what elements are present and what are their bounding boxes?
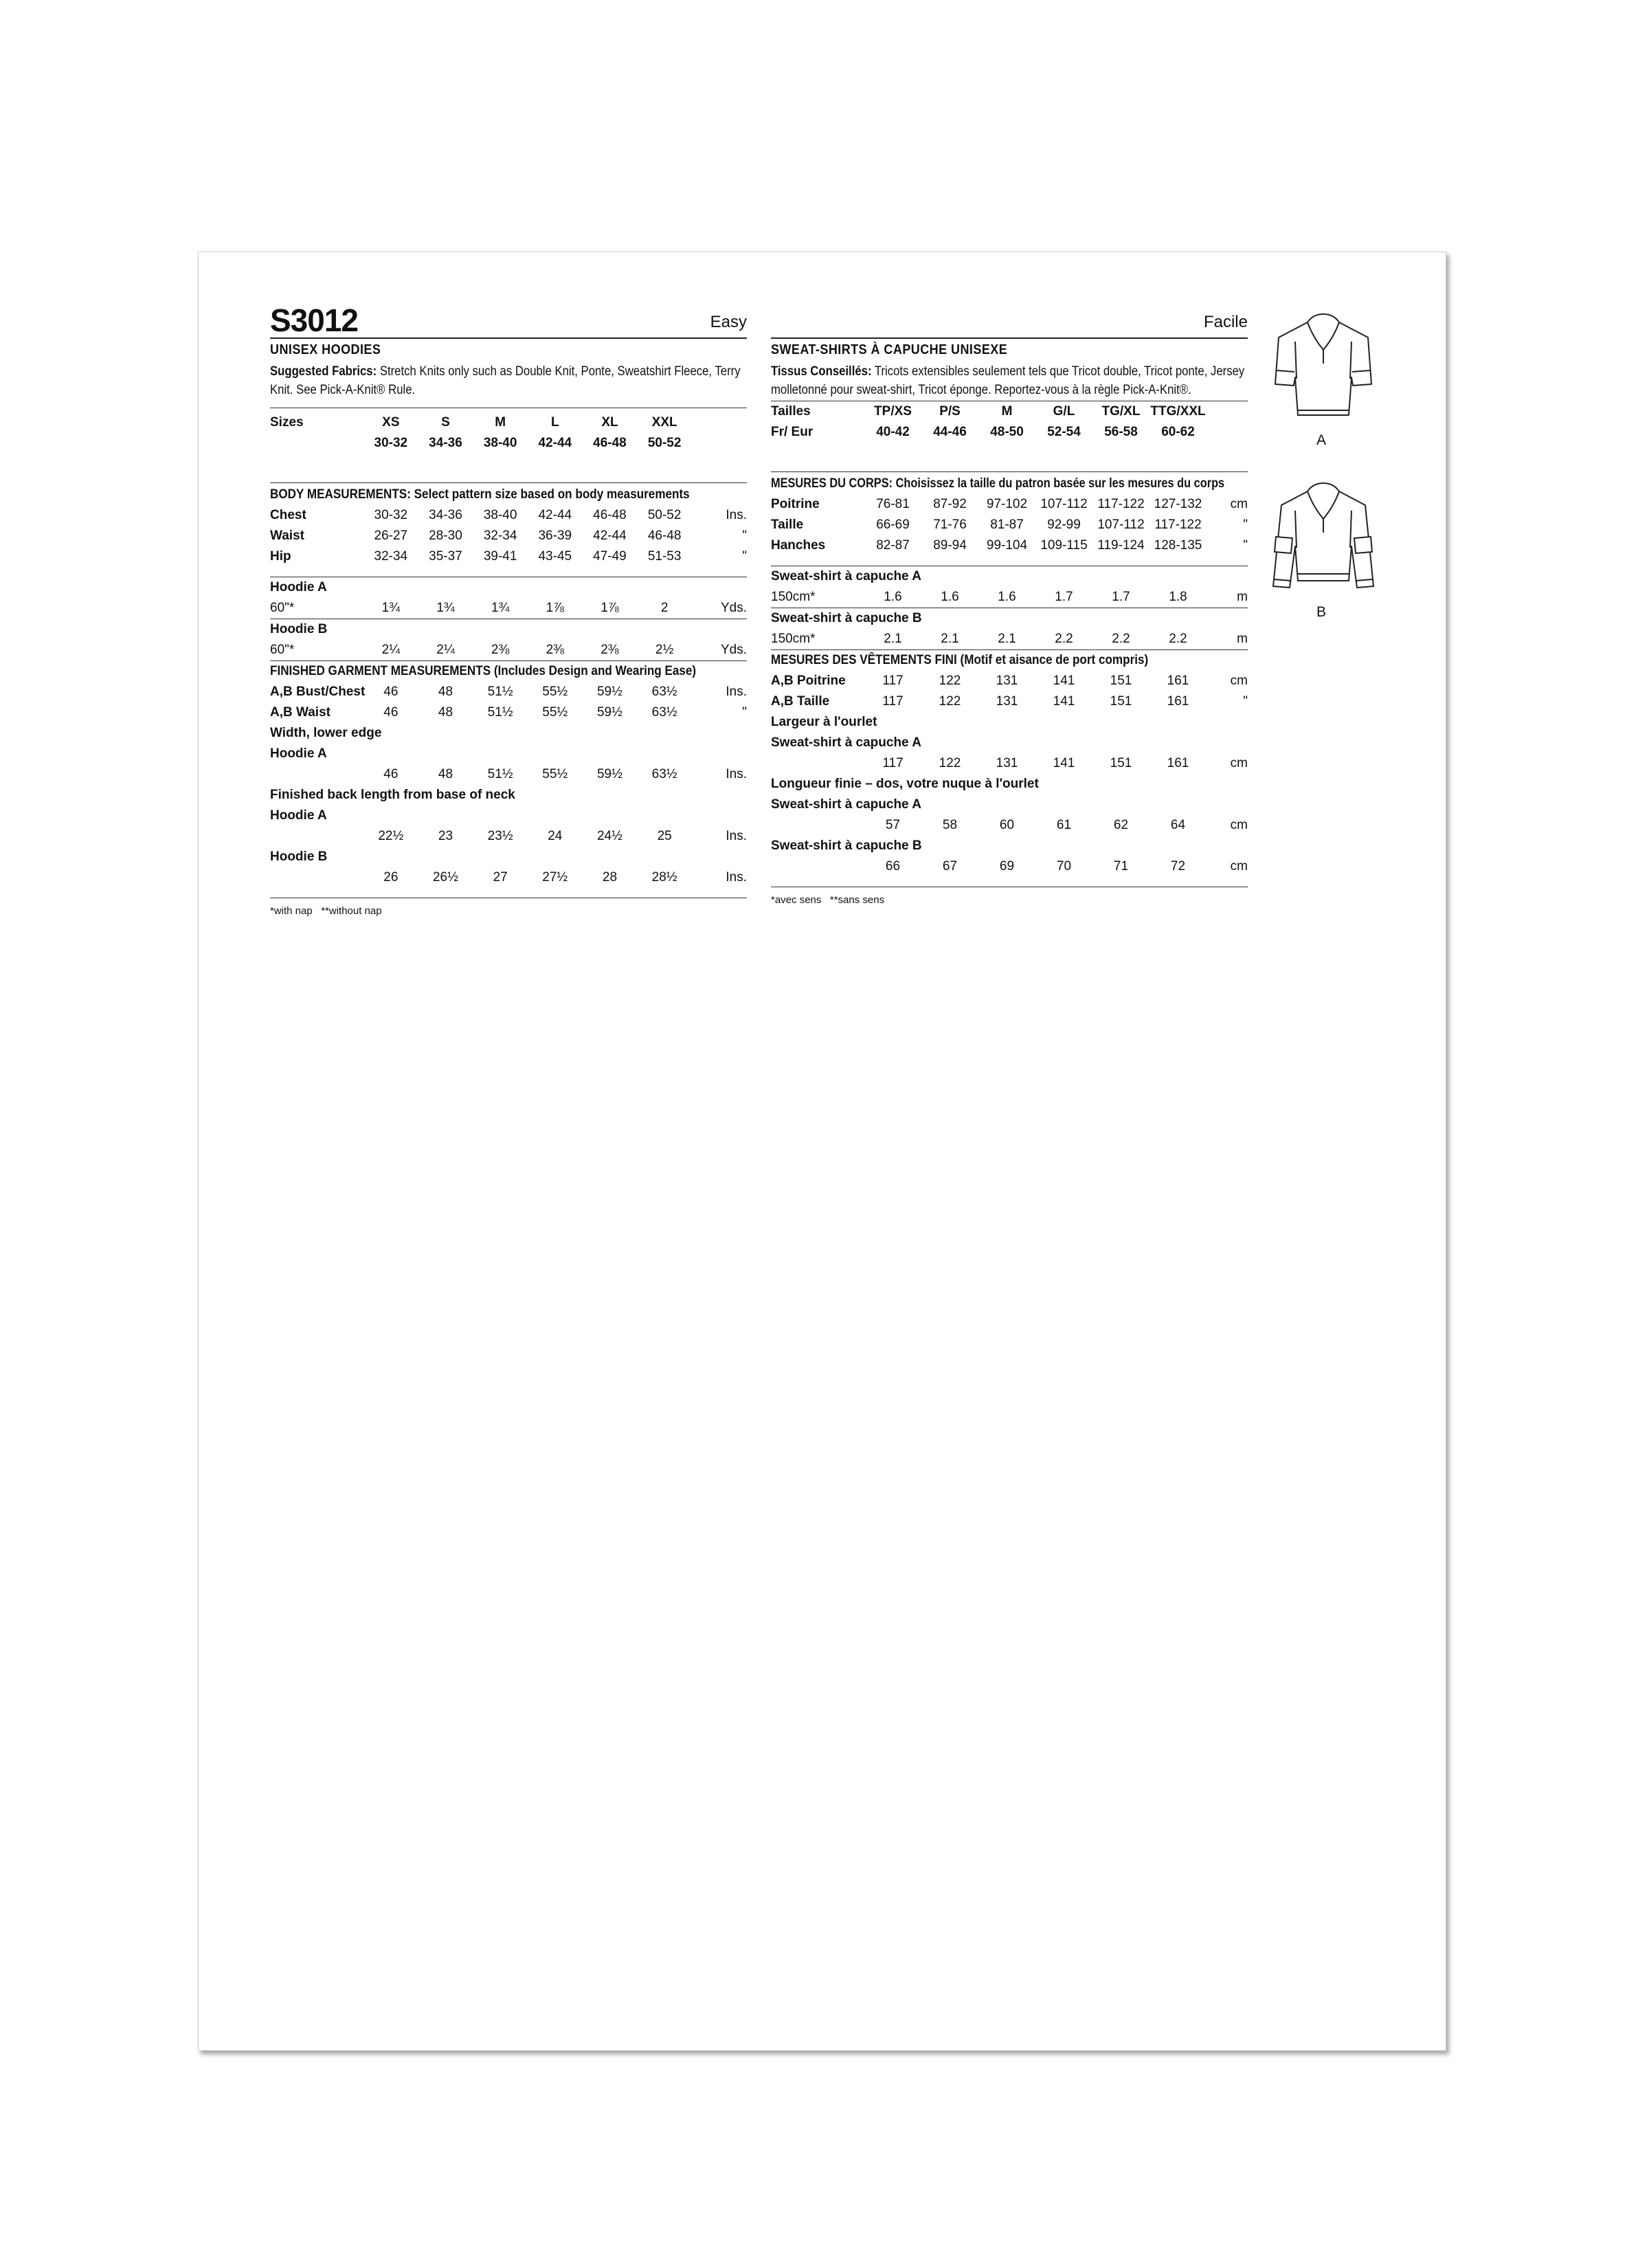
- cell: 46: [383, 767, 399, 781]
- cell: 51½: [487, 685, 513, 699]
- size-m: M: [495, 415, 506, 430]
- cell: 59½: [596, 705, 622, 720]
- unit: ": [1243, 538, 1248, 553]
- row-label: A,B Bust/Chest: [270, 685, 366, 699]
- size-range: 40-42: [876, 425, 910, 439]
- fabric-width: 150cm*: [771, 590, 816, 604]
- cell: 1.6: [998, 590, 1016, 604]
- cell: 107-112: [1097, 518, 1145, 532]
- finished-measurements-table: [771, 671, 1248, 877]
- cell: 46-48: [593, 508, 627, 522]
- cell: 89-94: [933, 538, 967, 553]
- body-row-chest: [270, 505, 747, 526]
- cell: 32-34: [374, 549, 408, 564]
- long-a-row: [771, 815, 1248, 836]
- footnote: *avec sens **sans sens: [771, 894, 885, 906]
- body-row-hip: [270, 546, 747, 567]
- back-b-label: Hoodie B: [270, 849, 328, 864]
- cell: 1¾: [436, 601, 455, 615]
- cell: 26: [383, 870, 399, 885]
- fabric-width: 60"*: [270, 643, 295, 657]
- size-ranges-row: [270, 433, 747, 454]
- cell: 46: [383, 705, 399, 720]
- cell: 30-32: [374, 508, 408, 522]
- sizes-label: Tailles: [771, 404, 811, 419]
- unit: Ins.: [726, 767, 747, 781]
- waist-row: [270, 702, 747, 723]
- body-row-waist: [270, 526, 747, 546]
- cell: 1.6: [884, 590, 902, 604]
- cell: 107-112: [1040, 497, 1088, 511]
- body-measurements-table: [771, 494, 1248, 556]
- cell: 151: [1110, 674, 1132, 688]
- pattern-code: S3012: [270, 302, 359, 338]
- finished-measurements-table: [270, 682, 747, 888]
- row-label: Waist: [270, 529, 304, 543]
- size-xl: XL: [601, 415, 618, 430]
- size-range: 48-50: [990, 425, 1024, 439]
- yardage-table: [270, 577, 747, 619]
- cell: 42-44: [538, 508, 572, 522]
- cell: 22½: [378, 829, 404, 843]
- unit: ": [1243, 518, 1248, 532]
- eur-label: Fr/ Eur: [771, 425, 814, 439]
- size-range: 60-62: [1161, 425, 1195, 439]
- cell: 161: [1167, 674, 1189, 688]
- cell: 35-37: [429, 549, 462, 564]
- unit: cm: [1230, 756, 1248, 770]
- cell: 60: [999, 818, 1015, 832]
- back-a-label: Hoodie A: [270, 808, 327, 823]
- fabric-width: 60"*: [270, 601, 295, 615]
- cell: 117: [882, 694, 904, 709]
- metrage-table-b: [771, 608, 1248, 649]
- pattern-title: SWEAT-SHIRTS À CAPUCHE UNISEXE: [771, 342, 1008, 357]
- fabrics-label: Suggested Fabrics:: [270, 364, 377, 379]
- cell: 70: [1056, 859, 1072, 874]
- long-a-label: Sweat-shirt à capuche A: [771, 797, 921, 812]
- cell: 2.1: [884, 632, 902, 646]
- unit: Yds.: [720, 601, 747, 615]
- pattern-envelope-back: [198, 252, 1446, 2051]
- cell: 109-115: [1040, 538, 1088, 553]
- cell: 24: [548, 829, 563, 843]
- cell: 1.6: [941, 590, 959, 604]
- size-range: 42-44: [538, 436, 572, 450]
- cell: 128-135: [1154, 538, 1202, 553]
- cell: 61: [1056, 818, 1072, 832]
- cell: 1⅞: [601, 601, 619, 615]
- cell: 117-122: [1097, 497, 1145, 511]
- size: TTG/XXL: [1150, 404, 1206, 419]
- finished-measurements-header: FINISHED GARMENT MEASUREMENTS (Includes Design and Wearing Ease): [270, 664, 697, 678]
- cell: 66-69: [876, 518, 910, 532]
- cell: 26½: [432, 870, 458, 885]
- cell: 57: [885, 818, 901, 832]
- suggested-fabrics: [771, 362, 1245, 399]
- back-length-label: Finished back length from base of neck: [270, 788, 515, 802]
- hoodie-a-label: Hoodie A: [270, 580, 327, 594]
- unit: cm: [1230, 859, 1248, 874]
- body-measurements-header: MESURES DU CORPS: Choisissez la taille du patron basée sur les mesures du corps: [771, 476, 1225, 491]
- cell: 97-102: [986, 497, 1028, 511]
- cell: 76-81: [876, 497, 910, 511]
- cell: 46: [383, 685, 399, 699]
- unit: cm: [1230, 674, 1248, 688]
- cell: 2.2: [1112, 632, 1130, 646]
- cell: 48: [438, 685, 453, 699]
- cell: 71: [1113, 859, 1129, 874]
- cell: 51½: [487, 767, 513, 781]
- row-label: Hanches: [771, 538, 826, 553]
- english-column: [270, 304, 747, 917]
- cell: 141: [1053, 756, 1075, 770]
- cell: 55½: [542, 767, 568, 781]
- sweat-b-label: Sweat-shirt à capuche B: [771, 611, 922, 625]
- body-row-hanches: [771, 535, 1248, 556]
- cell: 55½: [542, 685, 568, 699]
- cell: 63½: [651, 767, 677, 781]
- cell: 28: [602, 870, 618, 885]
- cell: 82-87: [876, 538, 910, 553]
- bust-row: [270, 682, 747, 702]
- difficulty-level: Facile: [1203, 313, 1248, 331]
- cell: 27: [493, 870, 508, 885]
- header: [771, 304, 1248, 332]
- taille-row: [771, 691, 1248, 712]
- long-b-row: [771, 856, 1248, 877]
- cell: 48: [438, 705, 453, 720]
- cell: 141: [1053, 694, 1075, 709]
- row-label: A,B Poitrine: [771, 674, 846, 688]
- yardage-table-b: [270, 619, 747, 660]
- cell: 122: [939, 756, 961, 770]
- unit: ": [742, 549, 747, 564]
- sizes-row: [270, 412, 747, 433]
- divider: [771, 337, 1248, 339]
- cell: 66: [885, 859, 901, 874]
- cell: 32-34: [483, 529, 517, 543]
- size-xs: XS: [382, 415, 400, 430]
- width-hoodie-a-label: Hoodie A: [270, 746, 327, 761]
- cell: 99-104: [986, 538, 1028, 553]
- cell: 34-36: [429, 508, 462, 522]
- cell: 81-87: [990, 518, 1024, 532]
- cell: 2: [660, 601, 669, 615]
- cell: 39-41: [483, 549, 517, 564]
- cell: 1⅞: [546, 601, 564, 615]
- cell: 50-52: [647, 508, 682, 522]
- cell: 117: [882, 756, 904, 770]
- cell: 25: [657, 829, 672, 843]
- metrage-table-a: [771, 566, 1248, 608]
- cell: 28½: [651, 870, 677, 885]
- row-label: Chest: [270, 508, 306, 522]
- unit: ": [1243, 694, 1248, 709]
- size-range: 46-48: [593, 436, 627, 450]
- cell: 47-49: [593, 549, 627, 564]
- cell: 27½: [542, 870, 568, 885]
- cell: 161: [1167, 694, 1189, 709]
- body-measurements-header: BODY MEASUREMENTS: Select pattern size based on body measurements: [270, 487, 690, 502]
- long-b-label: Sweat-shirt à capuche B: [771, 838, 922, 853]
- size: M: [1001, 404, 1013, 419]
- cell: 161: [1167, 756, 1189, 770]
- divider: [771, 471, 1248, 472]
- largeur-label: Largeur à l'ourlet: [771, 715, 877, 729]
- cell: 2½: [655, 643, 674, 657]
- cell: 122: [939, 674, 961, 688]
- unit: m: [1237, 590, 1248, 604]
- cell: 2.2: [1169, 632, 1187, 646]
- cell: 48: [438, 767, 453, 781]
- cell: 38-40: [483, 508, 517, 522]
- cell: 151: [1110, 756, 1132, 770]
- cell: 87-92: [933, 497, 967, 511]
- cell: 71-76: [933, 518, 967, 532]
- illustration-label-b: B: [1316, 604, 1327, 620]
- size-xxl: XXL: [651, 415, 677, 430]
- unit: cm: [1230, 818, 1248, 832]
- cell: 72: [1170, 859, 1186, 874]
- row-label: Poitrine: [771, 497, 820, 511]
- hoodie-b-yardage-row: [270, 640, 747, 660]
- row-label: Taille: [771, 518, 804, 532]
- cell: 63½: [651, 685, 677, 699]
- cell: 2⅜: [491, 643, 510, 657]
- cell: 2.2: [1055, 632, 1073, 646]
- hoodie-b-illustration: [1270, 471, 1377, 594]
- cell: 46-48: [647, 529, 682, 543]
- unit: Ins.: [726, 829, 747, 843]
- cell: 64: [1170, 818, 1186, 832]
- cell: 55½: [542, 705, 568, 720]
- cell: 36-39: [538, 529, 572, 543]
- size-range: 52-54: [1047, 425, 1081, 439]
- unit: Ins.: [726, 508, 747, 522]
- sweat-a-label: Sweat-shirt à capuche A: [771, 569, 921, 583]
- body-row-poitrine: [771, 494, 1248, 515]
- cell: 23: [438, 829, 453, 843]
- width-hoodie-a-row: [270, 764, 747, 785]
- row-label: Hip: [270, 549, 291, 564]
- finished-measurements-header: MESURES DES VÊTEMENTS FINI (Motif et aisance de port compris): [771, 653, 1149, 667]
- cell: 1¾: [491, 601, 510, 615]
- unit: cm: [1230, 497, 1248, 511]
- cell: 67: [942, 859, 958, 874]
- cell: 58: [942, 818, 958, 832]
- cell: 92-99: [1047, 518, 1081, 532]
- cell: 119-124: [1097, 538, 1145, 553]
- cell: 23½: [487, 829, 513, 843]
- suggested-fabrics: [270, 362, 744, 399]
- cell: 2⅜: [601, 643, 619, 657]
- eur-row: [771, 422, 1248, 443]
- row-label: A,B Waist: [270, 705, 330, 720]
- cell: 62: [1113, 818, 1129, 832]
- size-l: L: [550, 415, 559, 430]
- header: [270, 302, 747, 338]
- illustration-label-a: A: [1316, 432, 1327, 448]
- cell: 1.7: [1112, 590, 1130, 604]
- cell: 59½: [596, 685, 622, 699]
- cell: 2⅜: [546, 643, 564, 657]
- footnote: *with nap **without nap: [270, 905, 382, 917]
- unit: m: [1237, 632, 1248, 646]
- cell: 122: [939, 694, 961, 709]
- width-lower-label: Width, lower edge: [270, 726, 382, 740]
- cell: 2¼: [381, 643, 401, 657]
- unit: ": [742, 529, 747, 543]
- unit: Ins.: [726, 685, 747, 699]
- fabrics-label: Tissus Conseillés:: [771, 364, 872, 379]
- size-range: 50-52: [647, 436, 682, 450]
- cell: 2¼: [436, 643, 455, 657]
- fabrics-text: Stretch Knits only such as Double Knit, Ponte, Sweatshirt Fleece, Terry Knit. See Pick-A-Knit® Rule.: [270, 364, 741, 397]
- fabric-width: 150cm*: [771, 632, 816, 646]
- largeur-a-label: Sweat-shirt à capuche A: [771, 735, 921, 750]
- unit: Yds.: [720, 643, 747, 657]
- cell: 117: [882, 674, 904, 688]
- unit: Ins.: [726, 870, 747, 885]
- sweat-a-row: [771, 587, 1248, 608]
- sizes-table: [771, 401, 1248, 443]
- cell: 43-45: [538, 549, 572, 564]
- back-b-row: [270, 867, 747, 888]
- cell: 2.1: [998, 632, 1016, 646]
- size-range: 30-32: [374, 436, 408, 450]
- cell: 26-27: [374, 529, 408, 543]
- back-a-row: [270, 826, 747, 847]
- sizes-label: Sizes: [270, 415, 304, 430]
- row-label: A,B Taille: [771, 694, 830, 709]
- cell: 1.7: [1055, 590, 1073, 604]
- cell: 127-132: [1154, 497, 1202, 511]
- pattern-title: UNISEX HOODIES: [270, 342, 381, 357]
- french-column: [771, 304, 1248, 906]
- body-row-taille: [771, 515, 1248, 535]
- cell: 28-30: [429, 529, 462, 543]
- body-measurements-table: [270, 505, 747, 567]
- sizes-table: [270, 412, 747, 454]
- cell: 117-122: [1154, 518, 1202, 532]
- cell: 24½: [596, 829, 622, 843]
- cell: 51-53: [647, 549, 682, 564]
- cell: 1¾: [381, 601, 401, 615]
- cell: 42-44: [593, 529, 627, 543]
- fabrics-text: Tricots extensibles seulement tels que Tricot double, Tricot ponte, Jersey molletonné pour sweat-shirt, Tricot éponge. Reportez-vous à la règle Pick-A-Knit®.: [771, 364, 1245, 397]
- sweat-b-row: [771, 629, 1248, 649]
- size-s: S: [441, 415, 450, 430]
- size: TP/XS: [874, 404, 912, 419]
- size-range: 56-58: [1104, 425, 1138, 439]
- hoodie-a-yardage-row: [270, 598, 747, 619]
- cell: 63½: [651, 705, 677, 720]
- unit: ": [742, 705, 747, 720]
- cell: 131: [996, 694, 1018, 709]
- size-range: 38-40: [483, 436, 517, 450]
- size: TG/XL: [1101, 404, 1141, 419]
- longueur-label: Longueur finie – dos, votre nuque à l'ourlet: [771, 777, 1039, 791]
- hoodie-a-illustration: [1272, 302, 1375, 419]
- cell: 2.1: [941, 632, 959, 646]
- cell: 131: [996, 674, 1018, 688]
- cell: 69: [999, 859, 1015, 874]
- cell: 1.8: [1169, 590, 1187, 604]
- hoodie-b-label: Hoodie B: [270, 622, 328, 636]
- cell: 59½: [596, 767, 622, 781]
- size-range: 44-46: [933, 425, 967, 439]
- cell: 141: [1053, 674, 1075, 688]
- divider: [270, 482, 747, 483]
- sizes-row: [771, 401, 1248, 422]
- size-range: 34-36: [429, 436, 462, 450]
- size: G/L: [1053, 404, 1075, 419]
- poitrine-row: [771, 671, 1248, 691]
- cell: 131: [996, 756, 1018, 770]
- difficulty-level: Easy: [710, 313, 747, 331]
- cell: 51½: [487, 705, 513, 720]
- cell: 151: [1110, 694, 1132, 709]
- largeur-a-row: [771, 753, 1248, 774]
- size: P/S: [939, 404, 961, 419]
